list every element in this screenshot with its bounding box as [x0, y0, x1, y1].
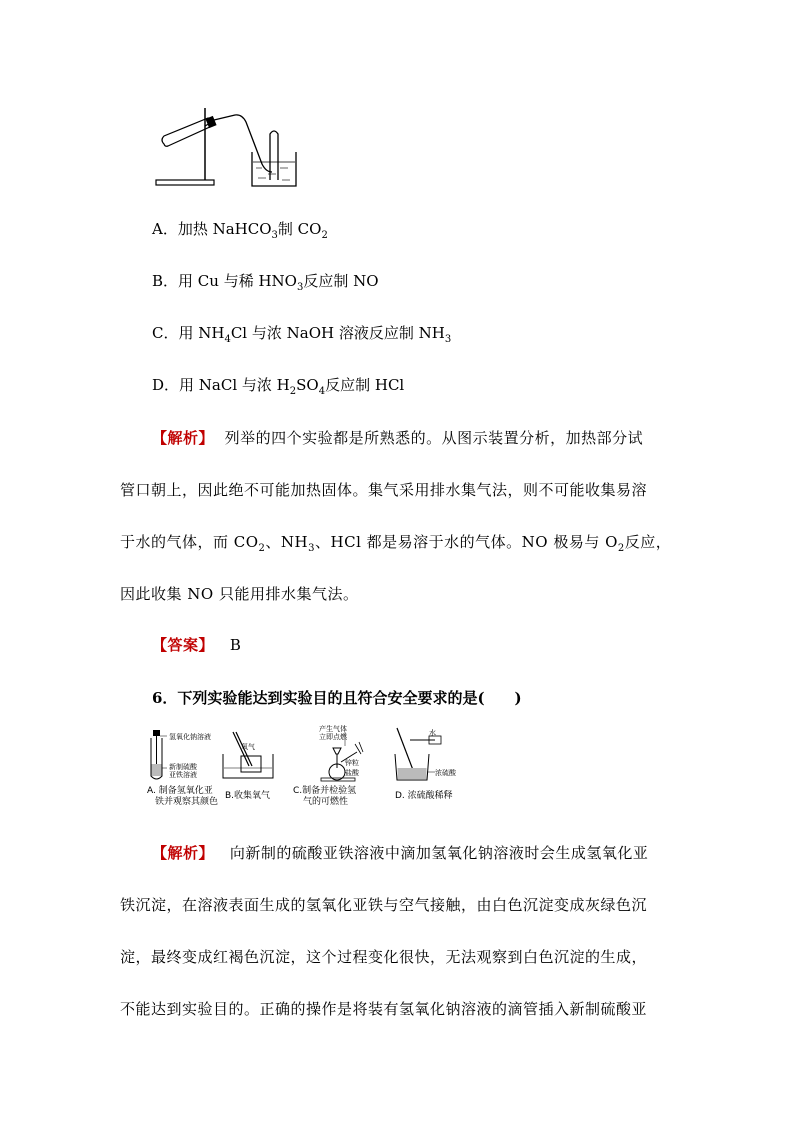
option-b — [152, 270, 379, 293]
option-d — [152, 374, 404, 397]
analysis2-tag: 【解析】 — [152, 844, 215, 862]
question6-text: 6．下列实验能达到实验目的且符合安全要求的是( ) — [152, 689, 522, 707]
fig-c-label2: 立即点燃 — [319, 733, 347, 741]
option-a-prefix: A．加热 NaHCO — [152, 220, 272, 238]
fig-a-caption2: 铁并观察其颜色 — [155, 797, 219, 807]
option-d-prefix: D．用 NaCl 与浓 H — [152, 376, 290, 394]
fig-a-caption1: A. 制备氢氧化亚 — [147, 786, 213, 796]
fig-c-label4: 盐酸 — [345, 769, 359, 777]
option-a — [152, 218, 328, 241]
option-d-suffix: 反应制 HCl — [325, 376, 405, 394]
analysis1-line2: 管口朝上，因此绝不可能加热固体。集气采用排水集气法，则不可能收集易溶 — [120, 481, 648, 499]
analysis1-line3 — [120, 531, 680, 554]
analysis1-tag: 【解析】 — [152, 429, 215, 447]
option-d-sub2: 4 — [318, 386, 326, 397]
analysis1-line3-a: 于水的气体，而 CO — [120, 533, 259, 551]
fig-a-label2: 新制硫酸 — [169, 763, 197, 771]
fig-a-label3: 亚铁溶液 — [169, 771, 197, 779]
analysis1-line3-c: 、HCl 都是易溶于水的气体。NO 极易与 O — [315, 533, 618, 551]
analysis1-line3-sub3: 2 — [617, 543, 625, 554]
analysis1-line3-b: 、NH — [265, 533, 309, 551]
fig-c-caption — [293, 786, 356, 808]
fig-b-caption: B.收集氧气 — [225, 791, 271, 801]
analysis2-line4: 不能达到实验目的。正确的操作是将装有氢氧化钠溶液的滴管插入新制硫酸亚 — [120, 1000, 648, 1018]
analysis2-line2: 铁沉淀，在溶液表面生成的氢氧化亚铁与空气接触，由白色沉淀变成灰绿色沉 — [120, 896, 648, 914]
analysis1-line3-sub2: 3 — [308, 543, 316, 554]
analysis1-line3-d: 反应， — [624, 533, 672, 551]
gas-collection-apparatus-figure — [150, 100, 320, 192]
analysis1-line1 — [152, 427, 712, 448]
option-a-sub2: 2 — [321, 230, 328, 241]
answer-tag: 【答案】 — [152, 636, 215, 654]
fig-b-label: 氧气 — [241, 743, 255, 751]
fig-a-label1: 氢氧化钠溶液 — [169, 733, 211, 741]
option-a-sub: 3 — [271, 230, 278, 241]
option-a-suffix: 制 CO — [277, 220, 322, 238]
fig-c-caption2: 气的可燃性 — [303, 797, 349, 807]
option-b-sub: 3 — [296, 282, 304, 293]
option-b-prefix: B．用 Cu 与稀 HNO — [152, 272, 297, 290]
fig-d-caption: D. 浓硫酸稀释 — [395, 791, 453, 801]
analysis2-line1 — [152, 842, 712, 863]
analysis2-text1: 向新制的硫酸亚铁溶液中滴加氢氧化钠溶液时会生成氢氧化亚 — [229, 844, 649, 862]
analysis1-line3-sub1: 2 — [258, 543, 266, 554]
analysis2-line3: 淀，最终变成红褐色沉淀，这个过程变化很快，无法观察到白色沉淀的生成， — [120, 948, 648, 966]
fig-a-caption — [147, 786, 218, 808]
option-c-prefix: C．用 NH — [152, 324, 225, 342]
option-d-sub: 2 — [289, 386, 297, 397]
answer-value: B — [229, 636, 242, 654]
option-c-sub2: 3 — [444, 334, 452, 345]
fig-c-label3: 锌粒 — [345, 759, 359, 767]
fig-d-label1: 水 — [429, 729, 436, 737]
fig-d-label2: 浓硫酸 — [435, 769, 456, 777]
fig-c-label1: 产生气体 — [319, 725, 347, 733]
fig-c-caption1: C.制备并检验氢 — [293, 786, 357, 796]
analysis1-line4: 因此收集 NO 只能用排水集气法。 — [120, 585, 359, 603]
option-b-suffix: 反应制 NO — [303, 272, 379, 290]
answer-line — [152, 634, 712, 655]
option-d-mid: SO — [296, 376, 319, 394]
question6-figure — [145, 724, 465, 809]
option-c-sub: 4 — [224, 334, 231, 345]
analysis1-text1: 列举的四个实验都是所熟悉的。从图示装置分析，加热部分试 — [224, 429, 644, 447]
option-c-mid: Cl 与浓 NaOH 溶液反应制 NH — [230, 324, 445, 342]
option-c — [152, 322, 451, 345]
